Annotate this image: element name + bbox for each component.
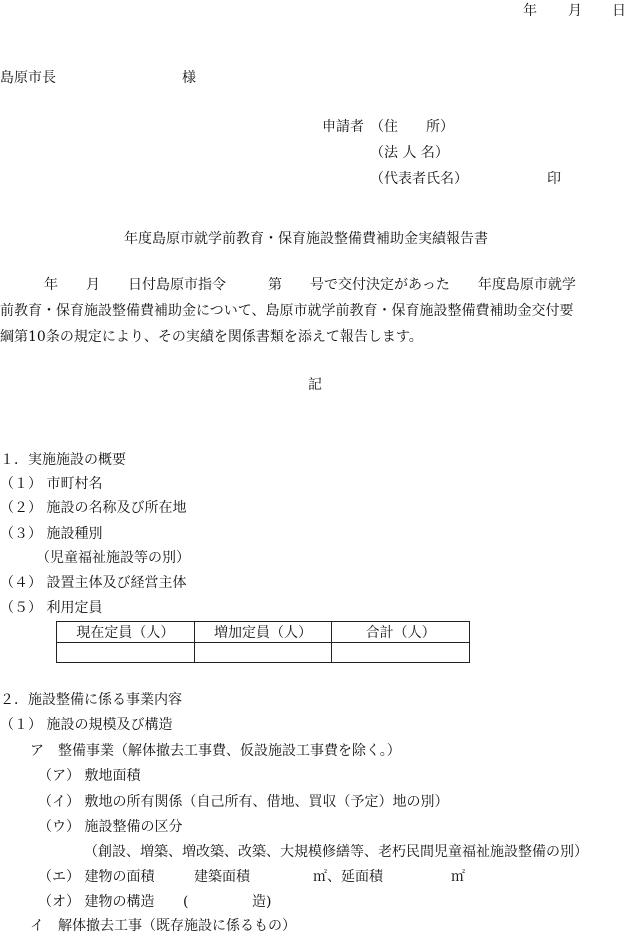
capacity-table (56, 621, 470, 663)
section2-item-a2: （イ） 敷地の所有関係（自己所有、借地、買収（予定）地の別） (38, 794, 449, 810)
section2-item-a: ア 整備事業（解体撤去工事費、仮設施設工事費を除く。） (30, 743, 401, 759)
floor-area-label: ㎡、延面積 (313, 869, 383, 885)
table-header-current: 現在定員（人） (57, 622, 195, 643)
applicant-corporation-label: （法 人 名） (370, 145, 449, 161)
section1-item-1: （１） 市町村名 (0, 476, 103, 492)
section1-heading: １．実施施設の概要 (0, 452, 126, 468)
addressee-honorific: 様 (182, 70, 196, 86)
applicant-label: 申請者 (322, 119, 364, 135)
section2-item-a3-detail: （創設、増築、増改築、改築、大規模修繕等、老朽民間児童福祉施設整備の別） (84, 844, 588, 860)
section1-item-3: （３） 施設種別 (0, 526, 103, 542)
table-cell-total[interactable] (332, 643, 470, 663)
date-month-label: 月 (568, 3, 582, 19)
seal-label: 印 (547, 171, 561, 187)
date-day-label: 日 (612, 3, 626, 19)
table-header-total: 合計（人） (332, 622, 470, 643)
applicant-representative-label: （代表者氏名） (370, 171, 468, 187)
table-cell-current[interactable] (57, 643, 195, 663)
addressee-name: 島原市長 (0, 70, 56, 86)
section1-item-5: （５） 利用定員 (0, 600, 103, 616)
table-header-increase: 増加定員（人） (194, 622, 332, 643)
structure-paren-open: ( (183, 894, 189, 910)
section1-item-4: （４） 設置主体及び経営主体 (0, 575, 187, 591)
body-line-3: 綱第10条の規定により、その実績を関係書類を添えて報告します。 (0, 329, 423, 345)
date-year-label: 年 (523, 3, 537, 19)
section2-sub1: （１） 施設の規模及び構造 (0, 717, 173, 733)
table-header-row (57, 622, 470, 643)
section1-item-2: （２） 施設の名称及び所在地 (0, 500, 187, 516)
ki-mark: 記 (308, 377, 322, 393)
section1-item-3-detail: （児童福祉施設等の別） (36, 550, 190, 566)
section2-item-a3: （ウ） 施設整備の区分 (38, 819, 183, 835)
section2-heading: ２．施設整備に係る事業内容 (0, 692, 182, 708)
table-cell-increase[interactable] (194, 643, 332, 663)
structure-suffix: 造) (252, 894, 272, 910)
section2-item-a1: （ア） 敷地面積 (38, 768, 141, 784)
floor-area-unit: ㎡ (451, 869, 465, 885)
section2-item-b: イ 解体撤去工事（既存施設に係るもの） (30, 918, 296, 934)
building-area-label: 建築面積 (194, 869, 250, 885)
body-line-1: 年 月 日付島原市指令 第 号で交付決定があった 年度島原市就学 (44, 277, 576, 293)
document-title: 年度島原市就学前教育・保育施設整備費補助金実績報告書 (124, 231, 488, 247)
body-line-2: 前教育・保育施設整備費補助金について、島原市就学前教育・保育施設整備費補助金交付要 (0, 303, 574, 319)
applicant-address-label: （住 所） (370, 119, 454, 135)
table-row (57, 643, 470, 663)
section2-item-a4: （エ） 建物の面積 (38, 869, 155, 885)
section2-item-a5: （オ） 建物の構造 (38, 894, 155, 910)
